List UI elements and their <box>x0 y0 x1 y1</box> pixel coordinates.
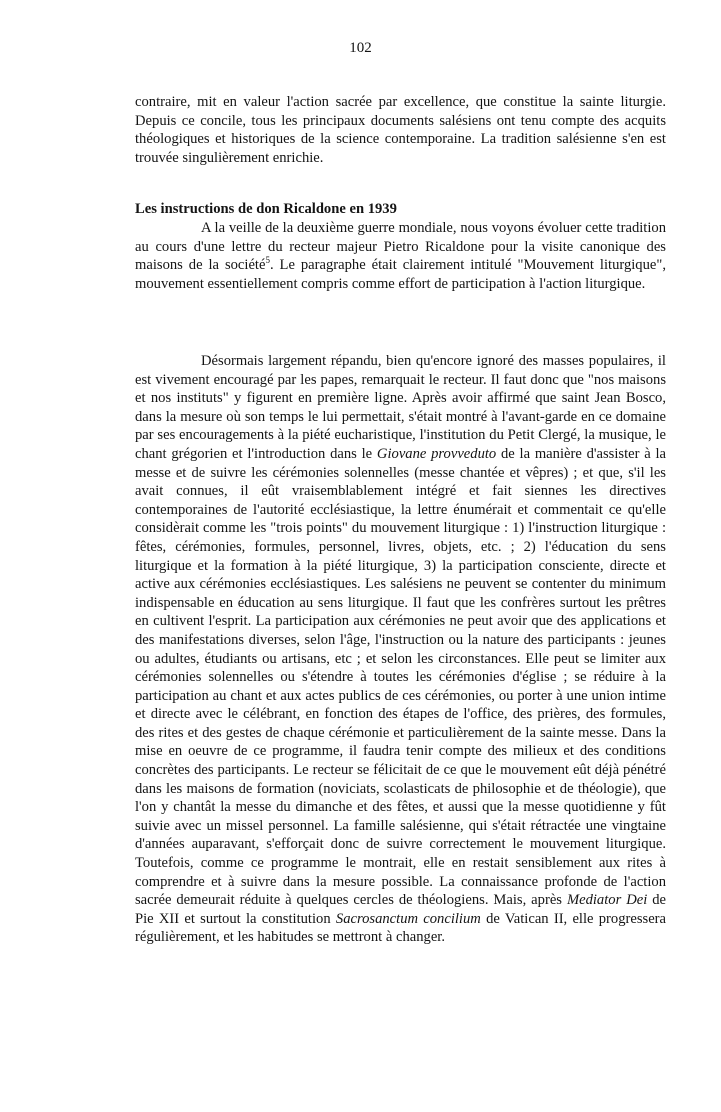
body-paragraph-2 <box>135 352 666 947</box>
title-giovane-provveduto: Giovane provveduto <box>376 445 497 462</box>
intro-paragraph <box>135 93 666 167</box>
intro-paragraph-text: contraire, mit en valeur l'action sacrée par excellence, que constitue la sainte liturgie. Depuis ce concile, tous les principaux documents salésiens ont tenu compte des acquits théologiques et historiques de la science contemporaine. La tradition salésienne s'en est trouvée singulièrement enrichie. <box>135 94 666 166</box>
footnote-marker: 5 <box>265 255 270 266</box>
paragraph-1-text: A la veille de la deuxième guerre mondiale, nous voyons évoluer cette tradition au cours d'une lettre du recteur majeur Pietro Ricaldone pour la visite canonique des maisons de la société <box>135 220 666 274</box>
paragraph-2-part-2: de la manière d'assister à la messe et de suivre les cérémonies solennelles (messe chantée et vêpres) ; et que, s'il les avait connues, il eût vraisemblablement intégré et fait siennes les directives contemporaines de l'autorité ecclésiastique, la lettre énumérait et commentait ce qu'elle considèrait comme les "trois points" du mouvement liturgique : 1) l'instruction liturgique : fêtes, cérémonies, formules, personnel, livres, objets, etc. ; 2) l'éducation du sens liturgique et la formation à la piété liturgique, 3) la participation consciente, directe et active aux cérémonies ecclésiastiques. Les salésiens ne peuvent se contenter du minimum indispensable en éducation au sens liturgique. Il faut que les confrères surtout les prêtres en cultivent l'esprit. La participation aux cérémonies ne peut avoir que des applications et des manifestations diverses, selon l'âge, l'instruction ou la nature des participants : jeunes ou adultes, étudiants ou artisans, etc ; et selon les circonstances. Elle peut se limiter aux cérémonies solennelles ou s'étendre à toutes les cérémonies d'église ; se réduire à la participation au chant et aux actes publics de ces cérémonies, ou porter à une union intime et directe avec le célébrant, en fonction des étapes de l'office, des prières, des formules, des rites et des gestes de chaque cérémonie et particulièrement de la sainte messe. Dans la mise en oeuvre de ce programme, il faudra tenir compte des milieux et des conditions concrètes des participants. Le recteur se félicitait de ce que le mouvement eût déjà pénétré dans les maisons de formation (noviciats, scolasticats de philosophie et de théologie), que l'on y chantât la messe du dimanche et des fêtes, et aussi que la messe quotidienne y fût suivie avec un missel personnel. La famille salésienne, qui s'était rétractée une vingtaine d'années auparavant, s'efforçait donc de suivre correctement le mouvement liturgique. Toutefois, comme ce programme le montrait, elle en restait sensiblement aux rites à comprendre et à suivre dans la mesure possible. La connaissance profonde de l'action sacrée demeurait réduite à quelques cercles de théologiens. Mais, après <box>135 445 666 909</box>
paragraph-2 <box>135 352 666 947</box>
body-paragraph-1 <box>135 219 666 293</box>
page-number: 102 <box>349 40 372 56</box>
paragraph-1-text-after: . Le paragraphe était clairement intitulé "Mouvement liturgique", mouvement essentiellement compris comme effort de participation à l'action liturgique. <box>135 257 666 292</box>
title-sacrosanctum-concilium: Sacrosanctum concilium <box>335 910 481 927</box>
paragraph-2-part-3: de Pie XII et surtout la constitution <box>135 892 666 927</box>
paragraph-2-part-1: Désormais largement répandu, bien qu'encore ignoré des masses populaires, il est vivement encouragé par les papes, remarquait le recteur. Il faut donc que "nos maisons et nos instituts" y figurent en première ligne. Après avoir affirmé que saint Jean Bosco, dans la mesure où son temps le lui permettait, s'était montré à l'avant-garde en ce domaine par ses encouragements à la piété eucharistique, l'institution du Petit Clergé, la musique, le chant grégorien et l'introduction dans le <box>135 353 666 462</box>
title-mediator-dei: Mediator Dei <box>566 892 648 909</box>
section-heading: Les instructions de don Ricaldone en 1939 <box>135 201 397 217</box>
paragraph-2-part-4: de Vatican II, elle progressera régulièrement, et les habitudes se mettront à changer. <box>135 910 667 946</box>
paragraph-1 <box>135 219 666 293</box>
